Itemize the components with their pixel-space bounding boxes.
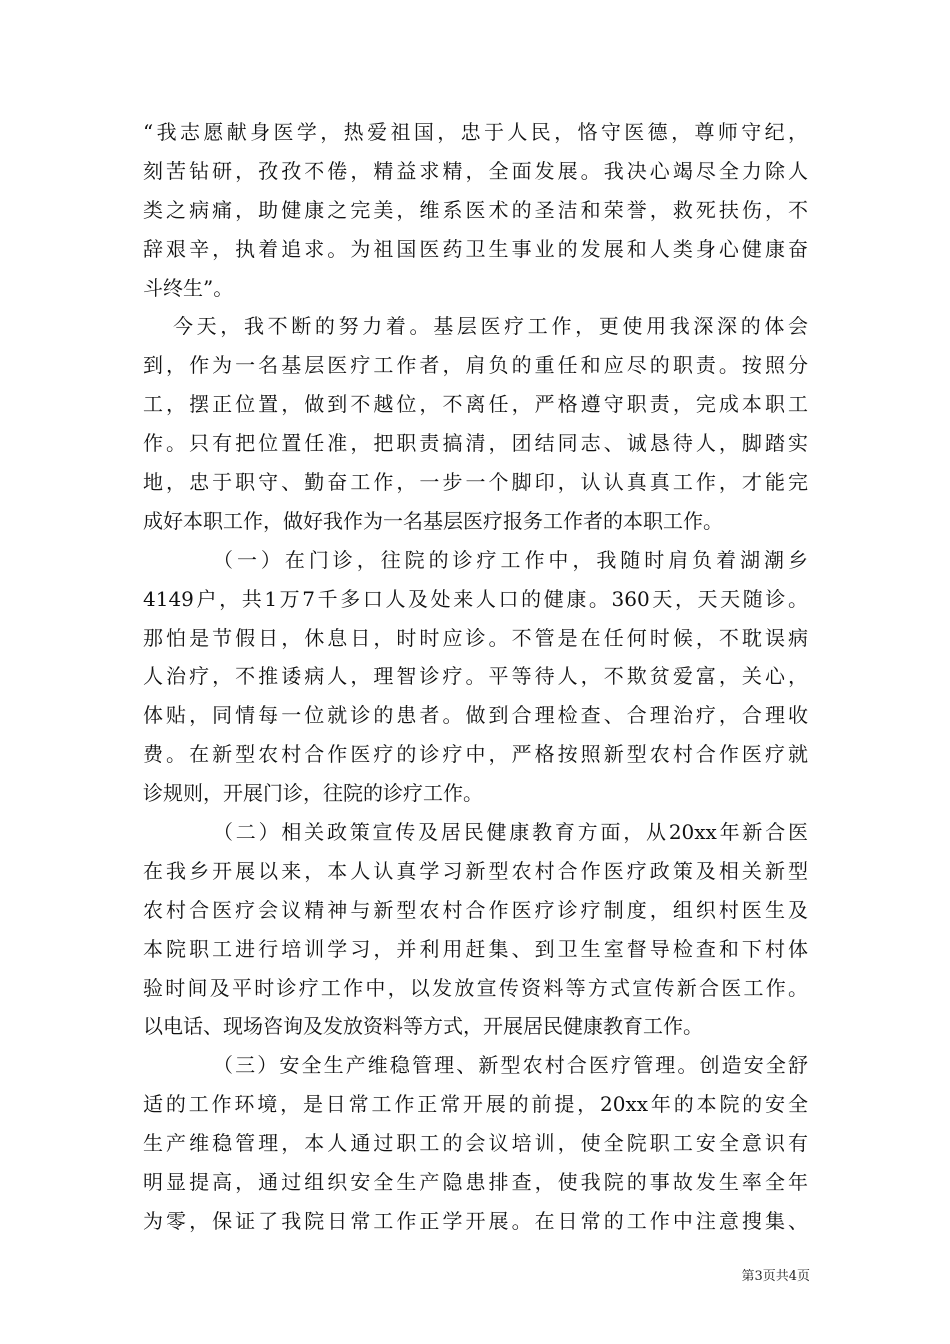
text-line: 人治疗，不推诿病人，理智诊疗。平等待人，不欺贫爱富，关心， — [143, 664, 808, 689]
text-line: 到，作为一名基层医疗工作者，肩负的重任和应尽的职责。按照分 — [143, 353, 808, 378]
text-line: 在我乡开展以来，本人认真学习新型农村合作医疗政策及相关新型 — [143, 858, 808, 883]
text-line: 本院职工进行培训学习，并利用赶集、到卫生室督导检查和下村体 — [143, 936, 808, 961]
page-number-footer: 第3页共4页 — [741, 1269, 810, 1284]
text-line: 斗终生”。 — [143, 275, 234, 300]
text-line: 辞艰辛，执着追求。为祖国医药卫生事业的发展和人类身心健康奋 — [143, 236, 808, 261]
text-line: 明显提高，通过组织安全生产隐患排查，使我院的事故发生率全年 — [143, 1170, 808, 1195]
text-line: 农村合医疗会议精神与新型农村合作医疗诊疗制度，组织村医生及 — [143, 897, 808, 922]
text-line: 刻苦钻研，孜孜不倦，精益求精，全面发展。我决心竭尽全力除人 — [143, 158, 808, 183]
text-line: “我志愿献身医学，热爱祖国，忠于人民，恪守医德，尊师守纪， — [143, 120, 808, 144]
text-line: 为零，保证了我院日常工作正学开展。在日常的工作中注意搜集、 — [143, 1208, 808, 1233]
text-line: （二）相关政策宣传及居民健康教育方面，从20xx年新合医 — [213, 820, 808, 845]
text-line: 那怕是节假日，休息日，时时应诊。不管是在任何时候，不耽误病 — [143, 625, 808, 650]
text-line: 以电话、现场咨询及发放资料等方式，开展居民健康教育工作。 — [143, 1014, 703, 1039]
document-body — [143, 113, 808, 1241]
text-line: 工，摆正位置，做到不越位，不离任，严格遵守职责，完成本职工 — [143, 392, 808, 417]
text-line: 费。在新型农村合作医疗的诊疗中，严格按照新型农村合作医疗就 — [143, 742, 808, 767]
text-line: 地，忠于职守、勤奋工作，一步一个脚印，认认真真工作，才能完 — [143, 470, 808, 495]
text-line: 成好本职工作，做好我作为一名基层医疗报务工作者的本职工作。 — [143, 508, 723, 533]
text-line: 今天，我不断的努力着。基层医疗工作，更使用我深深的体会 — [173, 314, 808, 339]
text-line: 4149户，共1万7千多口人及处来人口的健康。360天，天天随诊。 — [143, 586, 808, 611]
text-line: 验时间及平时诊疗工作中，以发放宣传资料等方式宣传新合医工作。 — [143, 975, 808, 1000]
text-line: 体贴，同情每一位就诊的患者。做到合理检查、合理治疗，合理收 — [143, 703, 808, 728]
text-line: 诊规则，开展门诊，往院的诊疗工作。 — [143, 781, 483, 806]
text-line: 适的工作环境，是日常工作正常开展的前提，20xx年的本院的安全 — [143, 1092, 808, 1117]
text-line: 作。只有把位置任准，把职责搞清，团结同志、诚恳待人，脚踏实 — [143, 431, 808, 456]
text-line: （三）安全生产维稳管理、新型农村合医疗管理。创造安全舒 — [213, 1053, 808, 1078]
text-line: 生产维稳管理，本人通过职工的会议培训，使全院职工安全意识有 — [143, 1131, 808, 1156]
text-line: （一）在门诊，往院的诊疗工作中，我随时肩负着湖潮乡 — [213, 547, 808, 572]
text-line: 类之病痛，助健康之完美，维系医术的圣洁和荣誉，救死扶伤，不 — [143, 197, 808, 222]
